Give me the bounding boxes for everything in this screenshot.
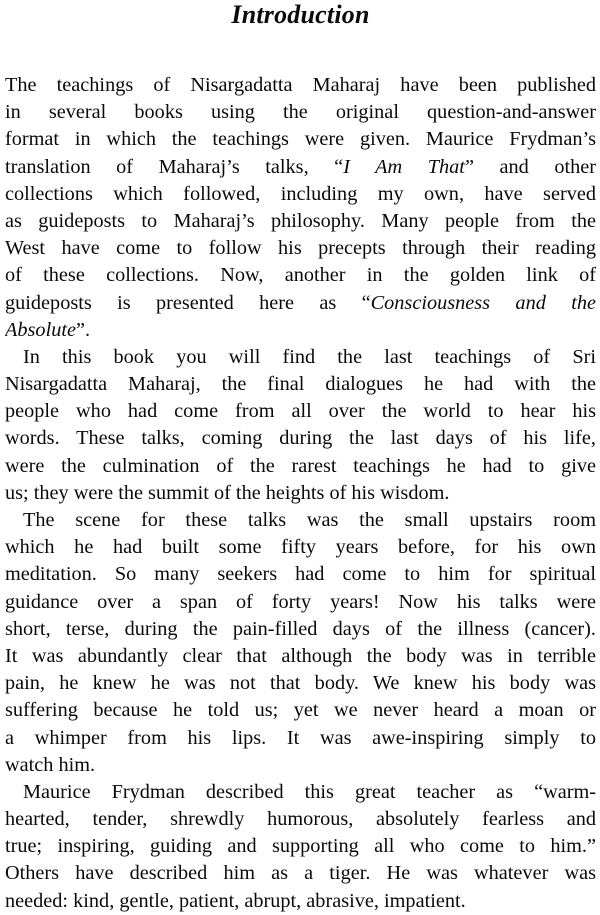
text-line: In this book you will find the last teachings of Sri (23, 345, 596, 368)
text-line: guidance over a span of forty years! Now his talks were (5, 590, 596, 613)
text-line: Maurice Frydman described this great teacher as “warm- (23, 780, 596, 803)
text-line: watch him. (5, 753, 96, 776)
text-line: people who had come from all over the world to hear his (5, 400, 596, 423)
text-line: were the culmination of the rarest teachings he had to give (5, 454, 596, 477)
text-line: of these collections. Now, another in the golden link of (5, 264, 596, 287)
text-line: Absolute”. (5, 318, 91, 341)
text-line: short, terse, during the pain-filled days of the illness (cancer). (5, 617, 596, 640)
text-line: as guideposts to Maharaj’s philosophy. Many people from the (5, 209, 596, 232)
page-title: Introduction (231, 0, 370, 29)
text-line: true; inspiring, guiding and supporting all who come to him.” (5, 835, 596, 858)
text-line: words. These talks, coming during the last days of his life, (5, 427, 596, 450)
text-line: needed: kind, gentle, patient, abrupt, abrasive, impatient. (5, 889, 466, 912)
text-line: format in which the teachings were given. Maurice Frydman’s (5, 128, 596, 151)
body-text (5, 72, 596, 915)
text-line: translation of Maharaj’s talks, “I Am That” and other (5, 155, 596, 178)
text-line: pain, he knew he was not that body. We knew his body was (5, 672, 596, 695)
text-line: It was abundantly clear that although the body was in terrible (5, 644, 596, 667)
text-line: collections which followed, including my own, have served (5, 182, 596, 205)
text-line: suffering because he told us; yet we never heard a moan or (5, 699, 596, 722)
paragraph (5, 779, 596, 915)
text-line: which he had built some fifty years before, for his own (5, 536, 596, 559)
text-line: in several books using the original question-and-answer (5, 101, 596, 124)
text-line: West have come to follow his precepts through their reading (5, 237, 596, 260)
text-line: a whimper from his lips. It was awe-inspiring simply to (5, 726, 596, 749)
text-line: meditation. So many seekers had come to him for spiritual (5, 563, 596, 586)
text-line: guideposts is presented here as “Consciousness and the (5, 291, 596, 314)
text-line: us; they were the summit of the heights of his wisdom. (5, 481, 450, 504)
paragraph (5, 72, 596, 344)
text-line: The scene for these talks was the small upstairs room (23, 509, 596, 531)
text-line: The teachings of Nisargadatta Maharaj have been published (5, 74, 596, 96)
text-line: Others have described him as a tiger. He was whatever was (5, 862, 596, 885)
paragraph (5, 507, 596, 779)
text-line: hearted, tender, shrewdly humorous, absolutely fearless and (5, 808, 596, 831)
paragraph-container (5, 72, 596, 915)
text-line: Nisargadatta Maharaj, the final dialogues he had with the (5, 373, 596, 396)
paragraph (5, 344, 596, 507)
